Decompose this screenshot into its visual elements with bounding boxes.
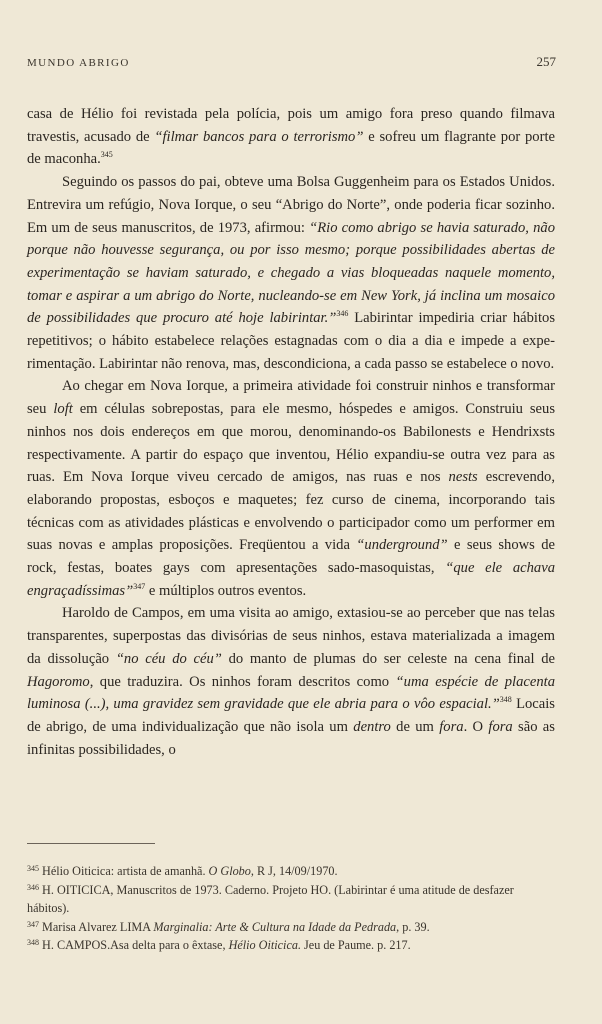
running-head: MUNDO ABRIGO — [27, 57, 130, 69]
italic-term: fora — [439, 718, 464, 735]
page-header — [27, 54, 556, 70]
footnote-345 — [27, 862, 555, 881]
italic-term: loft — [53, 401, 73, 418]
paragraph-1 — [27, 103, 555, 171]
footnote-text: H. CAMPOS.Asa delta para o êxtase, — [42, 938, 229, 953]
text-run: do manto de plumas do ser celeste na cena final de — [221, 650, 556, 667]
text-run: em células sobrepostas, para ele mesmo, hóspedes e amigos. Construiu seus ninhos nos dois endereços em que morou, denominando-os Babilonests e Hendrixsts respectivamente. A partir do espaço que inventou, Hélio expandiu-se outra vez para as ruas. Em Nova Iorque viveu cercado de amigos, nas ruas e nos — [27, 401, 555, 486]
text-run: escrevendo, elaborando propostas, esboços e maquetes; fez curso de cinema, incorporando tais técnicas com as atividades plásticas e envolvendo o participador como um performer em suas novas e amplas proposições. Freqüentou a vida — [27, 469, 555, 554]
text-run: e múltiplos outros eventos. — [145, 582, 307, 599]
footnote-text: Jeu de Paume. p. 217. — [301, 938, 411, 953]
footnotes — [27, 862, 555, 955]
text-run: e seus shows de rock, festas, boates gays com apresentações sado-masoquistas, — [27, 537, 555, 577]
italic-term: “underground” — [356, 537, 448, 554]
footnote-347 — [27, 918, 555, 937]
footnote-348 — [27, 936, 555, 955]
footnote-number: 345 — [27, 864, 39, 873]
text-run: . O — [463, 718, 489, 735]
footnote-number: 347 — [27, 919, 39, 929]
footnote-346 — [27, 881, 555, 918]
footnote-text: , p. 39. — [396, 919, 430, 934]
text-run: Labirintar impediria criar hábitos repetitivos; o hábito estabelece relações estagnadas com o dia a dia e impede a experimentação. Labirintar não renova, mas, descondiciona, a cada passo se estabelece o novo. — [27, 310, 555, 372]
footnote-ref: 346 — [336, 309, 349, 319]
italic-term: nests — [448, 469, 478, 486]
footnote-divider — [27, 843, 155, 844]
footnote-number: 348 — [27, 938, 39, 948]
text-run: casa de Hélio foi revistada pela polícia, pois um amigo fora preso quando filmava travestis, acusado de — [27, 106, 555, 145]
footnote-text: Hélio Oiticica: artista de amanhã. — [42, 864, 209, 878]
footnote-italic: Hélio Oiticica. — [228, 938, 301, 953]
text-run: e sofreu um flagrante por porte de maconha. — [27, 128, 555, 168]
footnote-text: , R J, 14/09/1970. — [250, 864, 338, 878]
italic-title: Hagoromo — [27, 673, 90, 690]
text-run: Haroldo de Campos, em uma visita ao amigo, extasiou-se ao perceber que nas telas transparentes, superpostas das divisórias de seus ninhos, estava materializada a imagem da dissolução — [27, 605, 555, 667]
paragraph-2 — [27, 171, 555, 375]
text-run: Ao chegar em Nova Iorque, a primeira atividade foi construir ninhos e transformar seu — [27, 378, 555, 418]
italic-term: fora — [488, 718, 513, 735]
italic-quote: “uma espécie de placenta luminosa (...), uma gravidez sem gravidade que ele abria para o vôo espacial.” — [27, 673, 555, 713]
footnote-italic: Marginalia: Arte & Cultura na Idade da Pedrada — [153, 919, 397, 934]
paragraph-3 — [27, 375, 555, 602]
paragraph-4 — [27, 602, 555, 761]
footnote-text: H. OITICICA, Manuscritos de 1973. Caderno. Projeto HO. (Labirintar é uma atitude de desfazer hábitos). — [27, 882, 514, 916]
page-number: 257 — [536, 54, 556, 69]
body-text — [27, 103, 555, 761]
italic-term: dentro — [353, 718, 391, 735]
footnote-ref: 345 — [100, 150, 113, 160]
text-run: Seguindo os passos do pai, obteve uma Bolsa Guggenheim para os Estados Unidos. Entrevira um refúgio, Nova Iorque, o seu “Abrigo do Norte”, onde poderia ficar sozinho. Em um de seus manuscritos, de 1973, afirmou: — [27, 174, 555, 236]
text-run: de um — [390, 718, 440, 735]
footnote-italic: O Globo — [208, 864, 251, 878]
italic-quote: “filmar bancos para o terrorismo” — [154, 128, 364, 145]
footnote-number: 346 — [27, 882, 39, 892]
text-run: Locais de abrigo, de uma individualização que não isola um — [27, 696, 555, 735]
footnote-text: Marisa Alvarez LIMA — [42, 919, 154, 934]
footnote-ref: 348 — [499, 695, 512, 705]
italic-quote: “no céu do céu” — [115, 650, 222, 667]
italic-quote: “que ele achava engraçadíssimas” — [27, 560, 555, 599]
footnote-ref: 347 — [133, 581, 146, 591]
text-run: , que traduzira. Os ninhos foram descritos como — [89, 673, 396, 690]
text-run: são as infinitas possibilidades, o — [27, 718, 555, 758]
italic-quote: “Rio como abrigo se havia saturado, não porque não houvesse segurança, ou por isso mesmo; porque possibilidades abertas de experimentação se haviam saturado, e chegado a vias bloqueadas naquele momento, tomar e aspirar a um abrigo do Norte, nucleando-se em New York, já inclina um mosaico de possibilidades que procuro até hoje labirintar.” — [27, 219, 555, 327]
